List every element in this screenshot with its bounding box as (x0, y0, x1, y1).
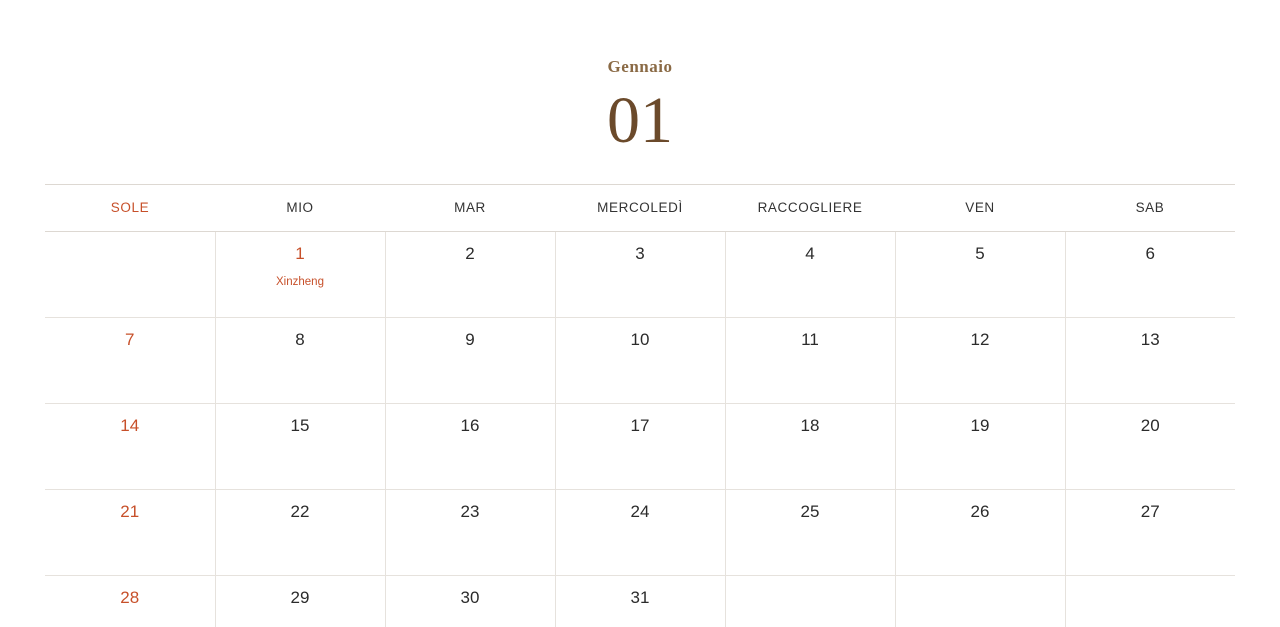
calendar-day-cell[interactable] (385, 317, 555, 403)
weekday-header-fri: VEN (895, 184, 1065, 231)
day-number: 17 (630, 415, 650, 435)
calendar-week-row (45, 231, 1235, 317)
day-number: 10 (630, 329, 650, 349)
calendar-day-cell[interactable] (895, 231, 1065, 317)
weekday-header-sun: SOLE (45, 184, 215, 231)
calendar-day-cell[interactable] (215, 575, 385, 627)
day-number: 6 (1145, 243, 1155, 263)
calendar-day-cell[interactable] (1065, 489, 1235, 575)
calendar-day-cell[interactable] (725, 403, 895, 489)
day-number: 9 (465, 329, 475, 349)
day-number: 3 (635, 243, 645, 263)
calendar-day-cell[interactable] (895, 575, 1065, 627)
calendar-day-cell[interactable] (555, 317, 725, 403)
day-number: 18 (800, 415, 820, 435)
calendar-week-row (45, 489, 1235, 575)
calendar-day-cell[interactable] (385, 575, 555, 627)
calendar-day-cell[interactable] (215, 231, 385, 317)
calendar-day-cell[interactable] (45, 575, 215, 627)
day-number: 14 (120, 415, 140, 435)
day-number: 24 (630, 501, 650, 521)
day-number: 12 (970, 329, 990, 349)
weekday-header-sat: SAB (1065, 184, 1235, 231)
calendar-day-cell[interactable] (895, 489, 1065, 575)
calendar-day-cell[interactable] (895, 403, 1065, 489)
calendar-week-row (45, 317, 1235, 403)
day-number: 23 (460, 501, 480, 521)
day-number: 21 (120, 501, 140, 521)
day-number: 16 (460, 415, 480, 435)
weekday-header-mon: MIO (215, 184, 385, 231)
day-number: 5 (975, 243, 985, 263)
calendar-day-cell[interactable] (45, 231, 215, 317)
calendar-day-cell[interactable] (895, 317, 1065, 403)
weekday-header-tue: MAR (385, 184, 555, 231)
day-number: 7 (125, 329, 135, 349)
weekday-header-wed: MERCOLEDÌ (555, 184, 725, 231)
day-number: 22 (290, 501, 310, 521)
calendar-day-cell[interactable] (385, 403, 555, 489)
calendar-week-row (45, 403, 1235, 489)
calendar-day-cell[interactable] (1065, 403, 1235, 489)
calendar-body (45, 231, 1235, 627)
calendar-grid (45, 184, 1235, 627)
calendar-day-cell[interactable] (555, 489, 725, 575)
day-number: 31 (630, 587, 650, 607)
calendar-day-cell[interactable] (555, 575, 725, 627)
calendar-day-cell[interactable] (555, 403, 725, 489)
calendar-day-cell[interactable] (725, 231, 895, 317)
day-number: 27 (1140, 501, 1160, 521)
calendar-day-cell[interactable] (1065, 317, 1235, 403)
day-number: 4 (805, 243, 815, 263)
calendar-day-cell[interactable] (555, 231, 725, 317)
calendar-day-cell[interactable] (725, 575, 895, 627)
calendar-day-cell[interactable] (385, 231, 555, 317)
calendar-day-cell[interactable] (725, 489, 895, 575)
calendar-day-cell[interactable] (385, 489, 555, 575)
calendar-day-cell[interactable] (215, 489, 385, 575)
day-number: 1 (295, 243, 305, 263)
calendar-day-cell[interactable] (1065, 575, 1235, 627)
day-number: 13 (1140, 329, 1160, 349)
day-number: 28 (120, 587, 140, 607)
day-number: 20 (1140, 415, 1160, 435)
day-number: 8 (295, 329, 305, 349)
calendar-day-cell[interactable] (45, 403, 215, 489)
calendar-week-row (45, 575, 1235, 627)
calendar-day-cell[interactable] (1065, 231, 1235, 317)
weekday-header-thu: RACCOGLIERE (725, 184, 895, 231)
day-number: 15 (290, 415, 310, 435)
calendar-day-cell[interactable] (215, 403, 385, 489)
day-number: 30 (460, 587, 480, 607)
month-number: 01 (607, 84, 673, 157)
calendar-day-cell[interactable] (725, 317, 895, 403)
day-number: 29 (290, 587, 310, 607)
day-number: 25 (800, 501, 820, 521)
weekday-header-row (45, 184, 1235, 231)
day-number: 26 (970, 501, 990, 521)
calendar-day-cell[interactable] (45, 489, 215, 575)
day-number: 2 (465, 243, 475, 263)
day-note: Xinzheng (276, 276, 324, 289)
month-name: Gennaio (607, 57, 673, 76)
calendar-header (0, 0, 1280, 159)
day-number: 11 (801, 329, 819, 349)
day-number: 19 (970, 415, 990, 435)
calendar-day-cell[interactable] (215, 317, 385, 403)
calendar-day-cell[interactable] (45, 317, 215, 403)
